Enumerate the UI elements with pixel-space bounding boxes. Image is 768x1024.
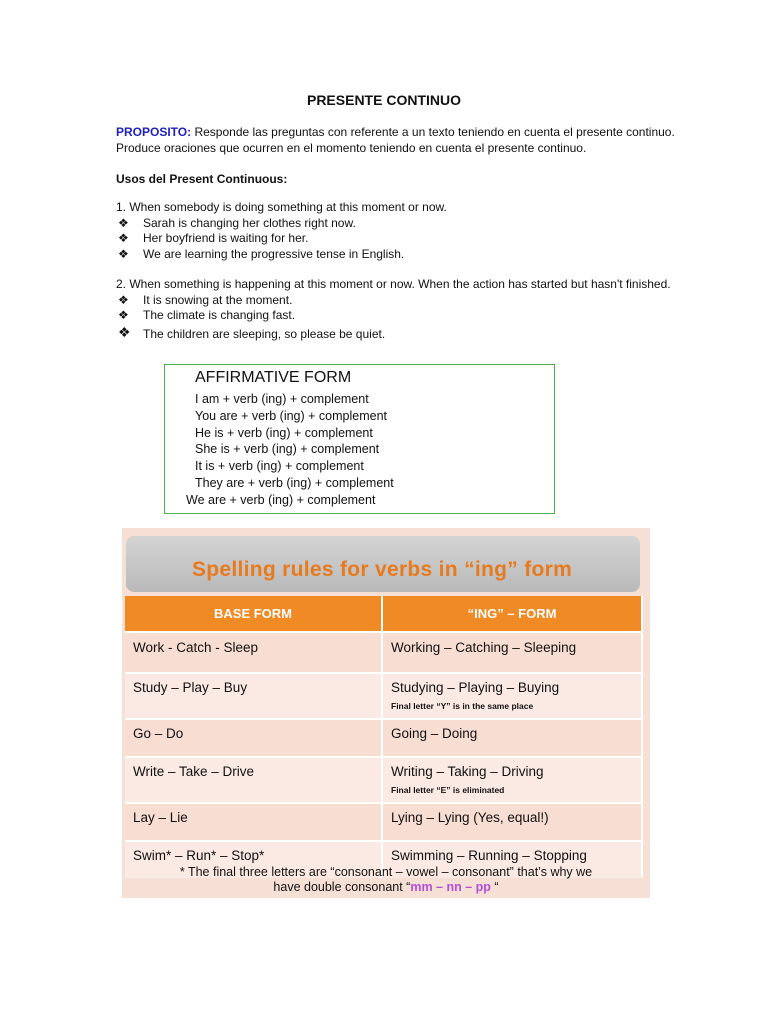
diamond-bullet-icon: ❖ [118,292,129,307]
affirmative-heading: AFFIRMATIVE FORM [195,369,352,386]
list-item [116,231,676,247]
list-item-text: The children are sleeping, so please be quiet. [143,326,386,341]
base-cell: Study – Play – Buy [125,673,382,719]
purpose-paragraph [116,124,676,156]
table-row [125,719,642,757]
base-cell: Work - Catch - Sleep [125,632,382,673]
spelling-title: Spelling rules for verbs in “ing” form [191,558,573,581]
affirmative-line: He is + verb (ing) + complement [195,425,373,440]
list-item [116,323,676,343]
footnote-text: have double consonant “ [273,880,411,894]
ing-text: Lying – Lying (Yes, equal!) [391,810,549,825]
ing-cell [382,803,642,841]
list-item [116,216,676,232]
ing-text: Writing – Taking – Driving [391,764,544,779]
affirmative-line: We are + verb (ing) + complement [186,492,376,507]
ing-text: Working – Catching – Sleeping [391,640,577,655]
list-item [116,308,676,324]
diamond-bullet-icon: ❖ [118,215,129,230]
list-item [116,247,676,263]
diamond-bullet-icon: ❖ [118,323,131,340]
base-cell: Swim* – Run* – Stop* [125,841,382,878]
affirmative-line: It is + verb (ing) + complement [195,459,364,474]
spelling-footnote [122,865,650,895]
spelling-rules-image [122,528,650,898]
list-item-text: It is snowing at the moment. [143,292,293,307]
table-row [125,632,642,673]
base-cell: Lay – Lie [125,803,382,841]
use-1-section [116,200,676,262]
list-item [116,293,676,309]
table-row [125,757,642,803]
base-cell: Go – Do [125,719,382,757]
rule-note: Final letter “E” is eliminated [391,785,505,795]
purpose-label: PROPOSITO: [116,125,192,139]
list-item-text: The climate is changing fast. [143,308,296,322]
diamond-bullet-icon: ❖ [118,231,129,245]
table-row [125,803,642,841]
double-consonants: mm – nn – pp [410,880,491,894]
use-1-intro: 1. When somebody is doing something at this moment or now. [116,200,447,214]
uses-heading: Usos del Present Continuous: [116,172,288,186]
footnote-line-2 [122,880,650,895]
ing-text: Swimming – Running – Stopping [391,848,587,863]
ing-text: Studying – Playing – Buying [391,680,560,695]
affirmative-lines [186,391,394,509]
column-header-ing: “ING” – FORM [382,596,642,632]
affirmative-line: They are + verb (ing) + complement [195,475,394,490]
affirmative-form-box [164,364,555,514]
use-2-intro: 2. When something is happening at this moment or now. When the action has started but hasn't finished. [116,277,671,291]
spelling-table [125,596,643,878]
base-cell: Write – Take – Drive [125,757,382,803]
page-title: PRESENTE CONTINUO [306,92,461,108]
ing-cell [382,632,642,673]
use-2-section [116,277,676,342]
ing-cell [382,757,642,803]
ing-cell [382,673,642,719]
diamond-bullet-icon: ❖ [118,308,129,322]
ing-text: Going – Doing [391,726,478,741]
list-item-text: Her boyfriend is waiting for her. [143,231,309,245]
list-item-text: Sarah is changing her clothes right now. [143,215,356,230]
affirmative-line: She is + verb (ing) + complement [195,442,380,457]
ing-cell [382,719,642,757]
affirmative-line: I am + verb (ing) + complement [195,392,369,406]
footnote-line-1: * The final three letters are “consonant – vowel – consonant” that’s why we [179,865,593,879]
diamond-bullet-icon: ❖ [118,246,129,261]
table-row [125,673,642,719]
rule-note: Final letter “Y” is in the same place [391,701,534,711]
footnote-text: “ [490,880,499,894]
list-item-text: We are learning the progressive tense in English. [143,246,405,261]
affirmative-line: You are + verb (ing) + complement [195,408,388,423]
purpose-text: Responde las preguntas con referente a un texto teniendo en cuenta el presente continuo. Produce oraciones que ocurren en el momento teniendo en cuenta el presente continuo. [116,125,675,155]
column-header-base: BASE FORM [125,596,382,632]
